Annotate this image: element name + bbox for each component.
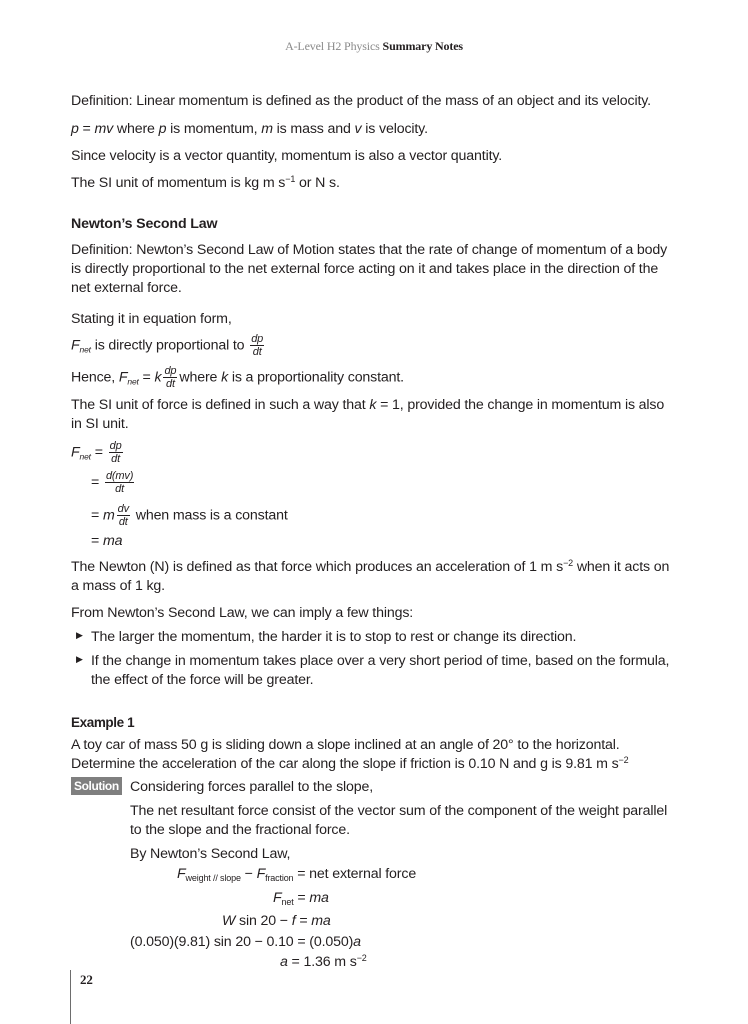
fraction-dv-dt xyxy=(117,503,130,528)
numerator: dp xyxy=(164,365,177,377)
book-title: A-Level H2 Physics xyxy=(285,39,380,53)
bullet-triangle-icon: ▶ xyxy=(76,630,83,640)
text: is directly proportional to xyxy=(90,337,249,354)
page-number: 22 xyxy=(80,972,93,987)
text: where xyxy=(113,121,159,137)
text: The SI unit of force is defined in such a way that xyxy=(71,397,370,413)
denominator: dt xyxy=(252,346,262,358)
symbol-a: a xyxy=(280,954,288,970)
exponent: −2 xyxy=(618,755,629,765)
solution-equation-2 xyxy=(273,889,329,907)
symbol-F: F xyxy=(118,369,128,386)
implication-text: The larger the momentum, the harder it is to stop to rest or change its direction. xyxy=(91,629,577,645)
solution-equation-3 xyxy=(222,912,331,930)
momentum-definition: Definition: Linear momentum is defined as the product of the mass of an object and its velocity. xyxy=(71,93,651,109)
minus: − xyxy=(240,866,257,882)
implication-item xyxy=(71,652,671,692)
symbol-p: p xyxy=(71,121,79,137)
symbol-F: F xyxy=(256,866,266,882)
exponent: −1 xyxy=(285,174,296,184)
text: or N s. xyxy=(295,175,340,191)
symbol-k: k xyxy=(369,397,377,413)
proportional-statement xyxy=(71,333,266,358)
exponent: −2 xyxy=(356,953,367,963)
equals: = xyxy=(293,890,310,906)
implications-intro: From Newton’s Second Law, we can imply a few things: xyxy=(71,605,414,621)
text: The SI unit of momentum is kg m s xyxy=(71,175,286,191)
text: is momentum, xyxy=(166,121,262,137)
text: The Newton (N) is defined as that force which produces an acceleration of 1 m s xyxy=(71,559,564,575)
momentum-formula xyxy=(71,120,428,138)
book-subtitle: Summary Notes xyxy=(382,39,463,53)
hence-equation xyxy=(71,365,404,390)
text: Hence, xyxy=(71,369,119,386)
equals: = xyxy=(90,444,107,461)
derivation-line-2 xyxy=(91,470,136,495)
solution-paragraph: The net resultant force consist of the vector sum of the component of the weight parallel to the slope and the fractional force. xyxy=(130,803,668,838)
symbol-W: W xyxy=(222,913,236,929)
subscript-fraction: fraction xyxy=(265,873,294,883)
symbol-F: F xyxy=(71,337,80,354)
denominator: dt xyxy=(118,516,128,528)
symbol-v: v xyxy=(354,121,362,137)
newton-unit-definition xyxy=(71,558,671,596)
si-force-statement xyxy=(71,396,671,434)
subscript-weight-slope: weight // slope xyxy=(185,873,241,883)
symbol-m: m xyxy=(261,121,273,137)
numerator: dp xyxy=(109,440,122,452)
symbol-p: p xyxy=(158,121,167,137)
text: when mass is a constant xyxy=(131,507,288,524)
momentum-si-unit xyxy=(71,174,340,192)
solution-equation-5 xyxy=(280,953,367,971)
equals: = xyxy=(91,507,103,524)
solution-equation-4 xyxy=(130,933,361,951)
fraction-dp-dt xyxy=(163,365,177,390)
symbol-ma: ma xyxy=(102,533,123,549)
solution-line-1: Considering forces parallel to the slope, xyxy=(130,779,374,795)
denominator: dt xyxy=(165,378,175,390)
text: = 1, provided the change in momentum is also in SI unit. xyxy=(71,397,665,432)
text: is a proportionality constant. xyxy=(228,369,404,386)
text: is mass and xyxy=(272,121,355,137)
derivation-line-3 xyxy=(91,503,288,528)
equals: = xyxy=(91,533,103,549)
text: = 1.36 m s xyxy=(287,954,357,970)
text: sin 20 − xyxy=(235,913,292,929)
denominator: dt xyxy=(115,483,125,495)
exponent: −2 xyxy=(563,558,574,568)
implication-item xyxy=(71,628,671,648)
symbol-F: F xyxy=(273,890,282,906)
solution-law: By Newton’s Second Law, xyxy=(130,846,291,862)
subscript-net: net xyxy=(127,376,139,387)
equation-intro: Stating it in equation form, xyxy=(71,311,232,327)
text: when it acts on a mass of 1 kg. xyxy=(71,559,670,594)
vector-note: Since velocity is a vector quantity, momentum is also a vector quantity. xyxy=(71,148,503,164)
newton-definition: Definition: Newton’s Second Law of Motion states that the rate of change of momentum of a body is directly proportional to the net external force acting on it and takes place in the direction of the net external force. xyxy=(71,242,668,296)
numerator: dp xyxy=(251,333,264,345)
symbol-ma: ma xyxy=(311,913,331,929)
symbol-k: k xyxy=(154,369,162,386)
example-question-line-2 xyxy=(71,755,629,773)
solution-equation-1 xyxy=(177,865,416,883)
bullet-triangle-icon: ▶ xyxy=(76,654,83,664)
subscript-net: net xyxy=(281,897,294,907)
text: where xyxy=(179,369,222,386)
equals: = xyxy=(295,913,312,929)
symbol-mv: mv xyxy=(94,121,114,137)
equals: = xyxy=(91,474,103,491)
symbol-m: m xyxy=(102,507,115,524)
running-header xyxy=(0,39,748,54)
example-question-line-1: A toy car of mass 50 g is sliding down a slope inclined at an angle of 20° to the horizontal. xyxy=(71,737,620,753)
fraction-dmv-dt xyxy=(105,470,134,495)
equals: = xyxy=(138,369,155,386)
numerator: dv xyxy=(117,503,129,515)
derivation-line-1 xyxy=(71,440,125,465)
page-margin-rule xyxy=(70,970,71,1024)
text: (0.050)(9.81) sin 20 − 0.10 = (0.050) xyxy=(130,934,354,950)
solution-badge: Solution xyxy=(71,777,122,795)
symbol-f: f xyxy=(291,913,296,929)
denominator: dt xyxy=(111,453,121,465)
fraction-dp-dt xyxy=(250,333,264,358)
section-heading-newton: Newton’s Second Law xyxy=(71,216,218,232)
symbol-F: F xyxy=(177,866,186,882)
symbol-k: k xyxy=(221,369,229,386)
fraction-dp-dt xyxy=(109,440,123,465)
symbol-a: a xyxy=(353,934,361,950)
symbol-ma: ma xyxy=(309,890,329,906)
derivation-line-4 xyxy=(91,532,122,550)
subscript-net: net xyxy=(79,344,91,355)
symbol-F: F xyxy=(71,444,80,461)
text: = net external force xyxy=(293,866,417,882)
example-heading: Example 1 xyxy=(71,715,135,730)
numerator: d(mv) xyxy=(105,470,134,482)
equals: = xyxy=(78,121,95,137)
text: Determine the acceleration of the car along the slope if friction is 0.10 N and g is 9.81 m s xyxy=(71,756,619,772)
implication-text: If the change in momentum takes place over a very short period of time, based on the formula, the effect of the force will be greater. xyxy=(91,653,670,688)
subscript-net: net xyxy=(79,451,91,462)
text: is velocity. xyxy=(361,121,428,137)
